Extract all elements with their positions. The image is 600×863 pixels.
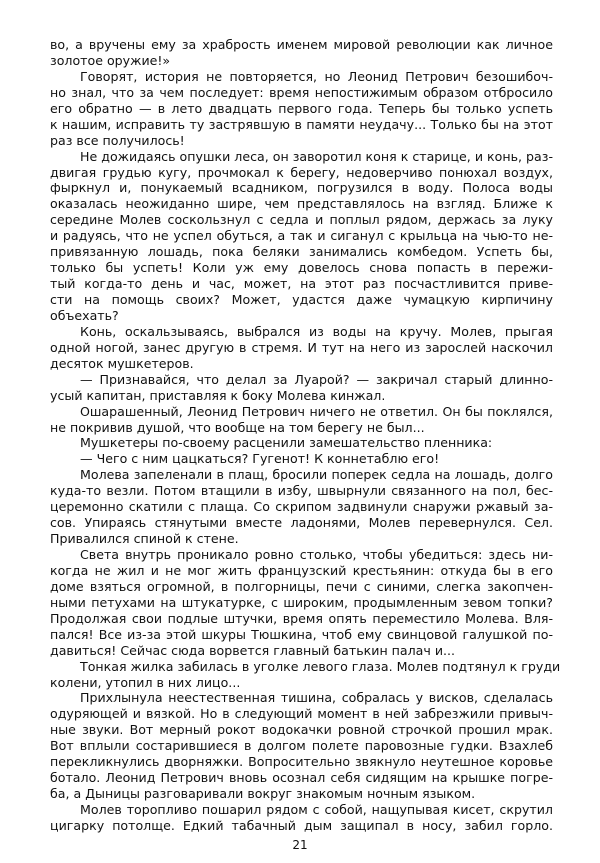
text-line: Молев торопливо пошарил рядом с собой, нащупывая кисет, скрутил [80, 802, 553, 817]
text-line: но знал, что за чем последует: время непостижимым образом отбросило [50, 84, 553, 100]
text-line: во, а вручены ему за храбрость именем мировой революции как личное [50, 37, 553, 52]
text-line: двигая грудью кугу, прочмокал к берегу, недоверчиво понюхал воздух, [50, 164, 553, 180]
text-line: перекликнулись дворняжки. Вопросительно звякнуло неутешное коровье [50, 754, 553, 770]
text-line: не покривив душой, что вообще на том берегу не был... [50, 419, 425, 435]
text-line: давиться! Сейчас сюда ворвется главный батькин палач и... [50, 642, 456, 658]
text-line: Продолжая свои подлые штучки, время опять переместило Молева. Вля- [50, 610, 553, 626]
text-line: доме взяться огромной, в полгорницы, печи с синими, слегка закопчен- [50, 578, 553, 594]
text-line: одуряющей и вязкой. Но в следующий момент в ней забрезжили привыч- [50, 706, 553, 722]
page-number: 21 [292, 838, 308, 852]
text-line: золотое оружие!» [50, 52, 171, 68]
text-line: ными петухами на штукатурке, с широким, продымленным зевом топки? [50, 594, 553, 610]
text-line: — Признавайся, что делал за Луарой? — закричал старый длинно- [80, 371, 553, 387]
text-line: куда-то везли. Потом втащили в избу, швырнули связанного на пол, бес- [50, 483, 553, 499]
text-line: — Чего с ним цацкаться? Гугенот! К коннетаблю его! [80, 451, 440, 467]
text-line: Прихлынула неестественная тишина, собралась у висков, сделалась [80, 690, 553, 706]
text-line: Мушкетеры по-своему расценили замешательство пленника: [80, 435, 493, 451]
text-line: сти на помощь своих? Может, удастся даже чумацкую кирпичину [50, 292, 553, 307]
text-line: церемонно скатили с плаща. Со скрипом задвинули снаружи ржавый за- [50, 499, 553, 515]
text-line: объехать? [50, 307, 119, 323]
text-line: колени, утопил в них лицо... [50, 674, 241, 690]
text-line: пался! Все из-за этой шкуры Тюшкина, чтоб ему свинцовой галушкой по- [50, 626, 553, 642]
text-line: когда не жил и не мог жить французский крестьянин: откуда бы в его [50, 562, 553, 578]
text-line: ботало. Леонид Петрович вновь осознал себя сидящим на крышке погре- [50, 770, 553, 786]
text-line: раз все получилось! [50, 132, 185, 148]
text-line: и радуясь, что не успел обуться, а так и сиганул с крыльца на чью-то не- [50, 228, 553, 244]
text-line: сов. Упираясь стянутыми вместе ладонями, Молев перевернулся. Сел. [50, 515, 553, 531]
text-line: цигарку потолще. Едкий табачный дым защипал в носу, забил горло. [50, 817, 553, 833]
text-line: ные звуки. Вот мерный рокот водокачки ровной строчкой прошил мрак. [50, 722, 553, 738]
text-line: Ошарашенный, Леонид Петрович ничего не ответил. Он бы поклялся, [80, 403, 553, 419]
text-line: ба, а Дыницы разговаривали вокруг знакомым ночным языком. [50, 786, 476, 802]
text-line: Говорят, история не повторяется, но Леонид Петрович безошибоч- [80, 68, 553, 84]
text-line: только бы успеть! Коли уж ему довелось снова попасть в пережи- [50, 260, 553, 276]
text-line: оказалась неожиданно шире, чем представлялось на взгляд. Ближе к [50, 196, 553, 212]
text-line: тый когда-то день и час, может, на этот раз посчастливится приве- [50, 276, 553, 292]
text-line: Привалился спиной к стене. [50, 531, 239, 547]
text-line: Молева запеленали в плащ, бросили поперек седла на лошадь, долго [80, 467, 553, 483]
text-line: к нашим, исправить ту застрявшую в памяти неудачу... Только бы на этот [50, 116, 553, 132]
text-line: усый капитан, приставляя к боку Молева кинжал. [50, 387, 386, 403]
text-line: Вот вплыли состарившиеся в долгом полете паровозные гудки. Взахлеб [50, 738, 553, 754]
text-line: Не дожидаясь опушки леса, он заворотил коня к старице, и конь, раз- [80, 148, 553, 164]
text-line: привязанную лошадь, пока беляки занимались комбедом. Успеть бы, [50, 244, 553, 260]
text-line: Тонкая жилка забилась в уголке левого глаза. Молев подтянул к груди [80, 658, 561, 674]
text-line: Света внутрь проникало ровно столько, чтобы убедиться: здесь ни- [80, 547, 553, 562]
page-body-text [50, 37, 561, 834]
text-line: Конь, оскальзываясь, выбрался из воды на кручу. Молев, прыгая [80, 323, 553, 339]
text-line: середине Молев соскользнул с седла и поплыл рядом, держась за луку [50, 212, 553, 228]
text-line: его обратно — в лето двадцать первого года. Теперь бы только успеть [50, 100, 553, 116]
text-line: одной ногой, занес другую в стремя. И тут на него из зарослей наскочил [50, 339, 553, 355]
text-line: фыркнул и, понукаемый всадником, погрузился в воду. Полоса воды [50, 180, 553, 196]
text-line: десяток мушкетеров. [50, 355, 194, 371]
